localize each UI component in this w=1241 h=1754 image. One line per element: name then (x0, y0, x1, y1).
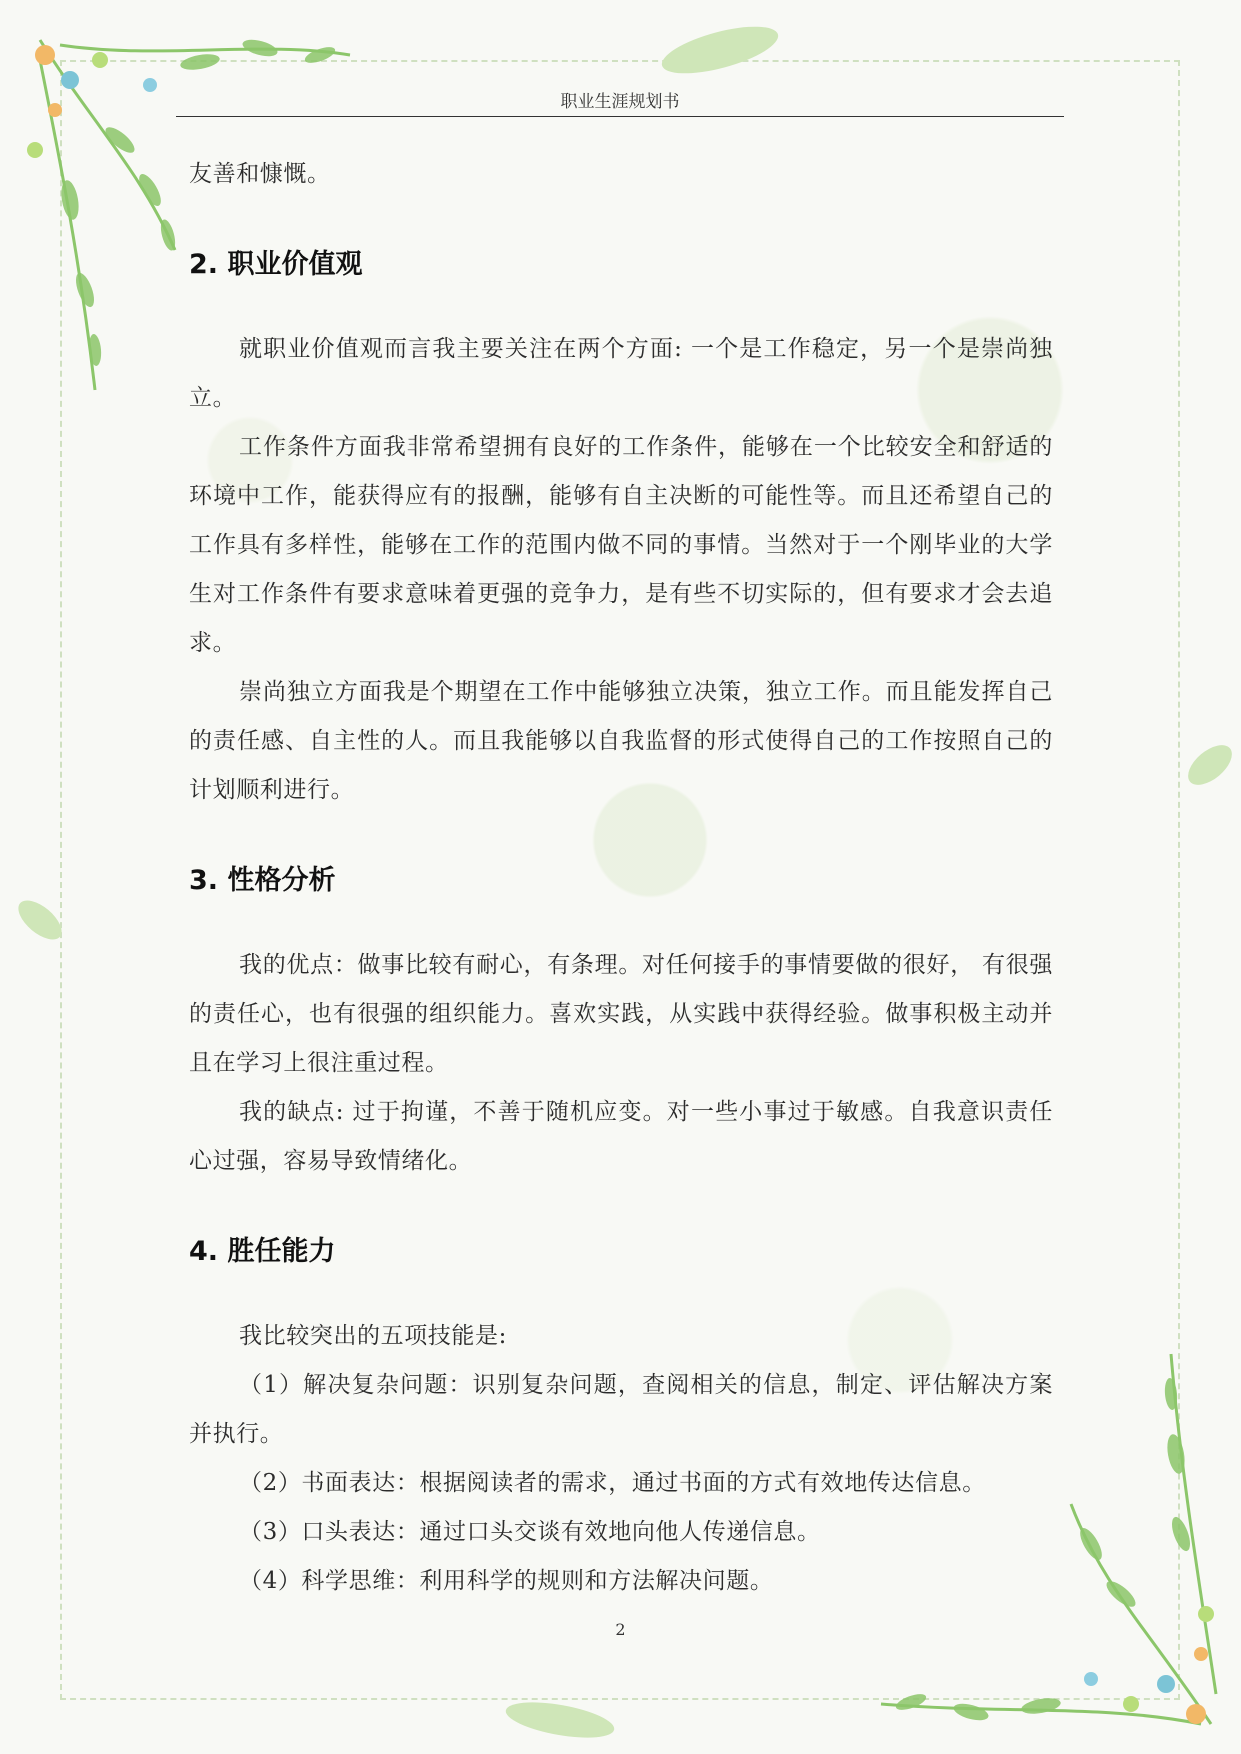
paragraph: （3）口头表达：通过口头交谈有效地向他人传递信息。 (239, 1519, 821, 1545)
page-header: 职业生涯规划书 (176, 88, 1064, 117)
paragraph: 工作条件方面我非常希望拥有良好的工作条件，能够在一个比较安全和舒适的环境中工作，能获得应有的报酬，能够有自主决断的可能性等。而且还希望自己的工作具有多样性，能够在工作的范围内做不同的事情。当然对于一个刚毕业的大学生对工作条件有要求意味着更强的竞争力，是有些不切实际的，但有要求才会去追求。 (189, 434, 1053, 656)
paragraph: 友善和慷慨。 (189, 161, 331, 187)
paragraph: （4）科学思维：利用科学的规则和方法解决问题。 (239, 1568, 774, 1594)
paragraph: （2）书面表达：根据阅读者的需求，通过书面的方式有效地传达信息。 (239, 1470, 986, 1496)
paragraph: 我的缺点: 过于拘谨，不善于随机应变。对一些小事过于敏感。自我意识责任心过强，容易导致情绪化。 (189, 1099, 1053, 1174)
paragraph: 我比较突出的五项技能是: (239, 1323, 507, 1349)
paragraph: 我的优点：做事比较有耐心，有条理。对任何接手的事情要做的很好， 有很强的责任心，也有很强的组织能力。喜欢实践，从实践中获得经验。做事积极主动并且在学习上很注重过程。 (189, 952, 1053, 1076)
paragraph: （1）解决复杂问题：识别复杂问题，查阅相关的信息，制定、评估解决方案并执行。 (189, 1372, 1053, 1447)
page-number: 2 (615, 1620, 626, 1639)
section-heading: 2. 职业价值观 (189, 249, 363, 280)
section-heading: 4. 胜任能力 (189, 1236, 336, 1267)
paragraph: 崇尚独立方面我是个期望在工作中能够独立决策，独立工作。而且能发挥自己的责任感、自主性的人。而且我能够以自我监督的形式使得自己的工作按照自己的计划顺利进行。 (189, 679, 1053, 803)
paragraph: 就职业价值观而言我主要关注在两个方面: 一个是工作稳定，另一个是崇尚独立。 (189, 336, 1053, 411)
document-body (189, 150, 1053, 1606)
section-heading: 3. 性格分析 (189, 865, 336, 896)
